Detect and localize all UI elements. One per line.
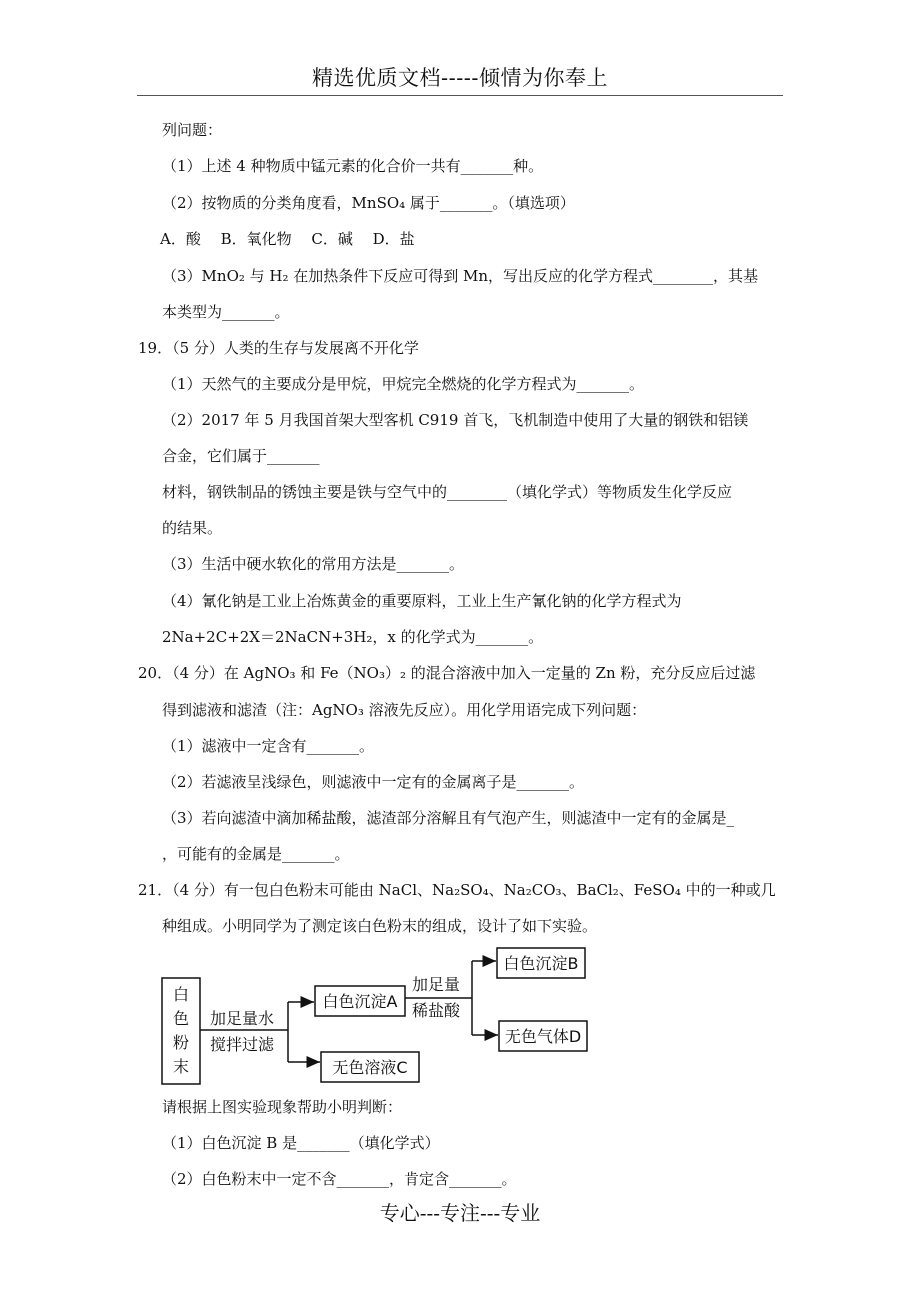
text-line: 20．（4 分）在 AgNO₃ 和 Fe（NO₃）₂ 的混合溶液中加入一定量的 Zn 粉，充分反应后过滤 <box>138 664 756 682</box>
header-divider <box>137 95 783 96</box>
step1-operation-label: 搅拌过滤 <box>210 1035 275 1054</box>
step1-reagent-label: 加足量水 <box>210 1009 275 1028</box>
text-line: （2）若滤液呈浅绿色，则滤液中一定有的金属离子是_______。 <box>162 773 585 791</box>
text-line: （1）白色沉淀 B 是_______（填化学式） <box>162 1134 440 1152</box>
precipitate-b-label: 白色沉淀B <box>503 954 579 973</box>
start-char-4: 末 <box>172 1057 190 1076</box>
start-char-3: 粉 <box>172 1033 190 1052</box>
text-line: 2Na+2C+2X＝2NaCN+3H₂，x 的化学式为_______。 <box>162 628 544 646</box>
page-header-title: 精选优质文档-----倾情为你奉上 <box>312 66 608 90</box>
step2-reagent-label: 加足量 <box>412 975 461 994</box>
text-line: 列问题： <box>162 121 223 139</box>
text-line: A．酸 B．氧化物 C．碱 D．盐 <box>160 230 415 248</box>
text-line: 21．（4 分）有一包白色粉末可能由 NaCl、Na₂SO₄、Na₂CO₃、BaCl₂、FeSO₄ 中的一种或几 <box>138 881 776 899</box>
text-line: 得到滤液和滤渣（注：AgNO₃ 溶液先反应）。用化学用语完成下列问题： <box>162 701 647 719</box>
page-footer: 专心---专注---专业 <box>379 1201 541 1225</box>
step2-acid-label: 稀盐酸 <box>412 1001 461 1020</box>
solution-c-label: 无色溶液C <box>332 1058 408 1077</box>
text-line: 本类型为_______。 <box>162 303 290 321</box>
text-line: （4）氰化钠是工业上冶炼黄金的重要原料，工业上生产氰化钠的化学方程式为 <box>162 592 682 610</box>
text-line: （3）MnO₂ 与 H₂ 在加热条件下反应可得到 Mn，写出反应的化学方程式________，其基 <box>162 267 759 285</box>
text-line: 合金，它们属于_______ <box>162 447 320 465</box>
text-line: 请根据上图实验现象帮助小明判断： <box>162 1098 403 1116</box>
gas-d-label: 无色气体D <box>504 1027 582 1046</box>
text-line: ，可能有的金属是_______。 <box>162 845 350 863</box>
text-line: （1）上述 4 种物质中锰元素的化合价一共有_______种。 <box>162 157 544 175</box>
text-line: 材料，钢铁制品的锈蚀主要是铁与空气中的________（填化学式）等物质发生化学反应 <box>162 483 733 501</box>
start-char-2: 色 <box>172 1009 190 1028</box>
text-line: （3）若向滤渣中滴加稀盐酸，滤渣部分溶解且有气泡产生，则滤渣中一定有的金属是_ <box>162 809 735 827</box>
start-char-1: 白 <box>172 985 190 1004</box>
text-line: 的结果。 <box>162 519 223 537</box>
text-line: （2）按物质的分类角度看，MnSO₄ 属于_______。（填选项） <box>162 194 575 212</box>
precipitate-a-label: 白色沉淀A <box>322 992 398 1011</box>
text-line: （3）生活中硬水软化的常用方法是_______。 <box>162 555 465 573</box>
experiment-flow-diagram <box>150 940 610 1090</box>
text-line: （2）2017 年 5 月我国首架大型客机 C919 首飞，飞机制造中使用了大量的钢铁和铝镁 <box>162 411 749 429</box>
text-line: （1）滤液中一定含有_______。 <box>162 737 375 755</box>
text-line: （2）白色粉末中一定不含_______，肯定含_______。 <box>162 1170 517 1188</box>
text-line: 种组成。小明同学为了测定该白色粉末的组成，设计了如下实验。 <box>162 917 598 935</box>
text-line: （1）天然气的主要成分是甲烷，甲烷完全燃烧的化学方程式为_______。 <box>162 375 645 393</box>
text-line: 19．（5 分）人类的生存与发展离不开化学 <box>138 339 419 357</box>
